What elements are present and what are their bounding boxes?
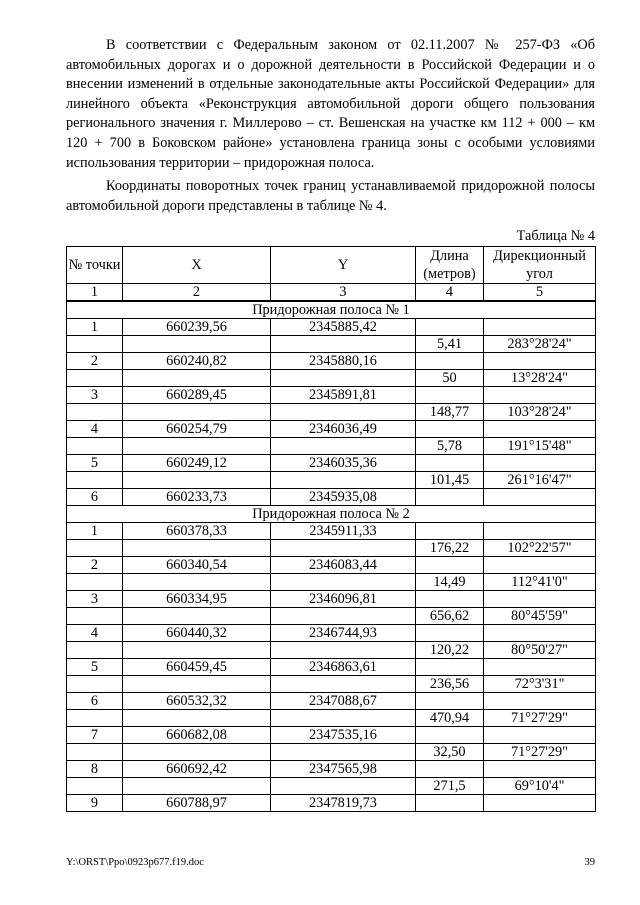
point-y: 2346096,81 xyxy=(271,591,416,608)
point-row xyxy=(67,761,596,778)
empty-cell xyxy=(67,540,123,557)
empty-cell xyxy=(123,642,271,659)
point-x: 660788,97 xyxy=(123,795,271,812)
empty-cell xyxy=(271,574,416,591)
empty-cell xyxy=(67,642,123,659)
empty-cell xyxy=(67,370,123,387)
segment-length: 236,56 xyxy=(416,676,484,693)
point-row xyxy=(67,353,596,370)
segment-length: 101,45 xyxy=(416,472,484,489)
empty-cell xyxy=(484,489,596,506)
empty-cell xyxy=(123,744,271,761)
point-x: 660334,95 xyxy=(123,591,271,608)
empty-cell xyxy=(67,710,123,727)
segment-row xyxy=(67,370,596,387)
empty-cell xyxy=(484,557,596,574)
segment-length: 271,5 xyxy=(416,778,484,795)
point-number: 3 xyxy=(67,387,123,404)
empty-cell xyxy=(416,421,484,438)
segment-angle: 69°10'4" xyxy=(484,778,596,795)
empty-cell xyxy=(416,659,484,676)
empty-cell xyxy=(123,370,271,387)
point-y: 2345885,42 xyxy=(271,319,416,336)
segment-angle: 80°50'27" xyxy=(484,642,596,659)
segment-row xyxy=(67,710,596,727)
empty-cell xyxy=(123,676,271,693)
empty-cell xyxy=(123,778,271,795)
point-x: 660233,73 xyxy=(123,489,271,506)
point-row xyxy=(67,693,596,710)
empty-cell xyxy=(67,404,123,421)
header-point-number: № точки xyxy=(67,247,123,284)
point-x: 660240,82 xyxy=(123,353,271,370)
point-number: 9 xyxy=(67,795,123,812)
empty-cell xyxy=(123,472,271,489)
point-number: 7 xyxy=(67,727,123,744)
coordinates-table xyxy=(66,246,596,812)
point-row xyxy=(67,387,596,404)
empty-cell xyxy=(484,795,596,812)
empty-cell xyxy=(416,557,484,574)
point-row xyxy=(67,727,596,744)
header-length: Длина (метров) xyxy=(416,247,484,284)
empty-cell xyxy=(123,710,271,727)
header-angle: Дирекционный угол xyxy=(484,247,596,284)
point-row xyxy=(67,795,596,812)
segment-angle: 71°27'29" xyxy=(484,744,596,761)
empty-cell xyxy=(484,523,596,540)
empty-cell xyxy=(67,336,123,353)
empty-cell xyxy=(484,659,596,676)
segment-angle: 191°15'48" xyxy=(484,438,596,455)
section-title: Придорожная полоса № 1 xyxy=(67,301,596,319)
empty-cell xyxy=(271,642,416,659)
segment-row xyxy=(67,472,596,489)
empty-cell xyxy=(271,608,416,625)
segment-row xyxy=(67,438,596,455)
point-x: 660249,12 xyxy=(123,455,271,472)
coordinates-paragraph: Координаты поворотных точек границ устанавливаемой придорожной полосы автомобильной дороги представлены в таблице № 4. xyxy=(66,178,595,214)
empty-cell xyxy=(67,608,123,625)
empty-cell xyxy=(271,540,416,557)
point-number: 4 xyxy=(67,421,123,438)
point-y: 2347088,67 xyxy=(271,693,416,710)
point-x: 660340,54 xyxy=(123,557,271,574)
empty-cell xyxy=(484,591,596,608)
point-x: 660459,45 xyxy=(123,659,271,676)
segment-row xyxy=(67,744,596,761)
segment-row xyxy=(67,336,596,353)
empty-cell xyxy=(271,710,416,727)
point-y: 2347565,98 xyxy=(271,761,416,778)
empty-cell xyxy=(484,387,596,404)
table-caption: Таблица № 4 xyxy=(516,228,595,244)
point-y: 2346036,49 xyxy=(271,421,416,438)
segment-row xyxy=(67,608,596,625)
segment-angle: 80°45'59" xyxy=(484,608,596,625)
empty-cell xyxy=(416,727,484,744)
segment-length: 148,77 xyxy=(416,404,484,421)
empty-cell xyxy=(271,336,416,353)
page-number: 39 xyxy=(584,857,595,868)
point-number: 6 xyxy=(67,489,123,506)
point-number: 6 xyxy=(67,693,123,710)
header-x: X xyxy=(123,247,271,284)
segment-row xyxy=(67,778,596,795)
table-header-row xyxy=(67,247,596,284)
intro-paragraph: В соответствии с Федеральным законом от 02.11.2007 № 257-ФЗ «Об автомобильных дорогах и о дорожной деятельности в Российской Федерации и о внесении изменений в отдельные законодательные акты Российской Федерации» для линейного объекта «Реконструкция автомобильной дороги общего пользования регионального значения г. Миллерово – ст. Вешенская на участке км 112 + 000 – км 120 + 700 в Боковском районе» установлена граница зоны с особыми условиями использования территории – придорожная полоса. xyxy=(66,37,595,171)
point-x: 660289,45 xyxy=(123,387,271,404)
header-y: Y xyxy=(271,247,416,284)
segment-angle: 103°28'24" xyxy=(484,404,596,421)
point-y: 2346035,36 xyxy=(271,455,416,472)
segment-angle: 13°28'24" xyxy=(484,370,596,387)
segment-length: 32,50 xyxy=(416,744,484,761)
empty-cell xyxy=(67,574,123,591)
segment-angle: 72°3'31" xyxy=(484,676,596,693)
point-row xyxy=(67,455,596,472)
point-x: 660440,32 xyxy=(123,625,271,642)
empty-cell xyxy=(123,608,271,625)
empty-cell xyxy=(484,761,596,778)
empty-cell xyxy=(484,319,596,336)
point-y: 2346744,93 xyxy=(271,625,416,642)
empty-cell xyxy=(271,676,416,693)
segment-row xyxy=(67,574,596,591)
empty-cell xyxy=(271,404,416,421)
table-column-number-row xyxy=(67,284,596,302)
point-row xyxy=(67,659,596,676)
point-x: 660378,33 xyxy=(123,523,271,540)
segment-length: 470,94 xyxy=(416,710,484,727)
empty-cell xyxy=(416,353,484,370)
empty-cell xyxy=(484,353,596,370)
segment-row xyxy=(67,540,596,557)
empty-cell xyxy=(484,693,596,710)
empty-cell xyxy=(271,370,416,387)
point-y: 2346083,44 xyxy=(271,557,416,574)
column-number: 2 xyxy=(123,284,271,302)
segment-length: 50 xyxy=(416,370,484,387)
empty-cell xyxy=(67,472,123,489)
column-number: 5 xyxy=(484,284,596,302)
empty-cell xyxy=(484,625,596,642)
section-title-row xyxy=(67,506,596,523)
point-y: 2346863,61 xyxy=(271,659,416,676)
empty-cell xyxy=(271,472,416,489)
segment-row xyxy=(67,642,596,659)
empty-cell xyxy=(271,438,416,455)
empty-cell xyxy=(416,489,484,506)
segment-angle: 283°28'24" xyxy=(484,336,596,353)
point-number: 1 xyxy=(67,523,123,540)
column-number: 1 xyxy=(67,284,123,302)
empty-cell xyxy=(123,574,271,591)
empty-cell xyxy=(416,591,484,608)
empty-cell xyxy=(123,438,271,455)
point-y: 2345891,81 xyxy=(271,387,416,404)
empty-cell xyxy=(123,404,271,421)
point-y: 2345935,08 xyxy=(271,489,416,506)
empty-cell xyxy=(416,455,484,472)
empty-cell xyxy=(416,795,484,812)
segment-length: 656,62 xyxy=(416,608,484,625)
point-number: 4 xyxy=(67,625,123,642)
empty-cell xyxy=(67,778,123,795)
empty-cell xyxy=(484,727,596,744)
segment-angle: 261°16'47" xyxy=(484,472,596,489)
point-x: 660692,42 xyxy=(123,761,271,778)
segment-angle: 102°22'57" xyxy=(484,540,596,557)
section-title-row xyxy=(67,301,596,319)
point-x: 660682,08 xyxy=(123,727,271,744)
point-number: 8 xyxy=(67,761,123,778)
empty-cell xyxy=(123,336,271,353)
empty-cell xyxy=(67,438,123,455)
point-y: 2345911,33 xyxy=(271,523,416,540)
segment-length: 176,22 xyxy=(416,540,484,557)
point-number: 2 xyxy=(67,353,123,370)
point-number: 2 xyxy=(67,557,123,574)
empty-cell xyxy=(67,744,123,761)
segment-length: 5,78 xyxy=(416,438,484,455)
column-number: 4 xyxy=(416,284,484,302)
point-x: 660239,56 xyxy=(123,319,271,336)
point-row xyxy=(67,625,596,642)
empty-cell xyxy=(123,540,271,557)
point-number: 1 xyxy=(67,319,123,336)
empty-cell xyxy=(271,778,416,795)
footer-file-path: Y:\ORST\Ppo\0923p677.f19.doc xyxy=(66,857,204,868)
segment-length: 5,41 xyxy=(416,336,484,353)
column-number: 3 xyxy=(271,284,416,302)
segment-angle: 71°27'29" xyxy=(484,710,596,727)
section-title: Придорожная полоса № 2 xyxy=(67,506,596,523)
point-row xyxy=(67,557,596,574)
segment-length: 120,22 xyxy=(416,642,484,659)
empty-cell xyxy=(416,387,484,404)
point-x: 660254,79 xyxy=(123,421,271,438)
point-number: 3 xyxy=(67,591,123,608)
empty-cell xyxy=(484,421,596,438)
empty-cell xyxy=(271,744,416,761)
empty-cell xyxy=(416,523,484,540)
segment-length: 14,49 xyxy=(416,574,484,591)
empty-cell xyxy=(67,676,123,693)
empty-cell xyxy=(416,761,484,778)
point-number: 5 xyxy=(67,659,123,676)
point-row xyxy=(67,319,596,336)
point-row xyxy=(67,523,596,540)
segment-angle: 112°41'0" xyxy=(484,574,596,591)
empty-cell xyxy=(416,319,484,336)
point-y: 2347535,16 xyxy=(271,727,416,744)
point-x: 660532,32 xyxy=(123,693,271,710)
point-y: 2347819,73 xyxy=(271,795,416,812)
empty-cell xyxy=(484,455,596,472)
empty-cell xyxy=(416,625,484,642)
point-row xyxy=(67,591,596,608)
point-number: 5 xyxy=(67,455,123,472)
point-row xyxy=(67,489,596,506)
empty-cell xyxy=(416,693,484,710)
segment-row xyxy=(67,404,596,421)
point-row xyxy=(67,421,596,438)
point-y: 2345880,16 xyxy=(271,353,416,370)
segment-row xyxy=(67,676,596,693)
